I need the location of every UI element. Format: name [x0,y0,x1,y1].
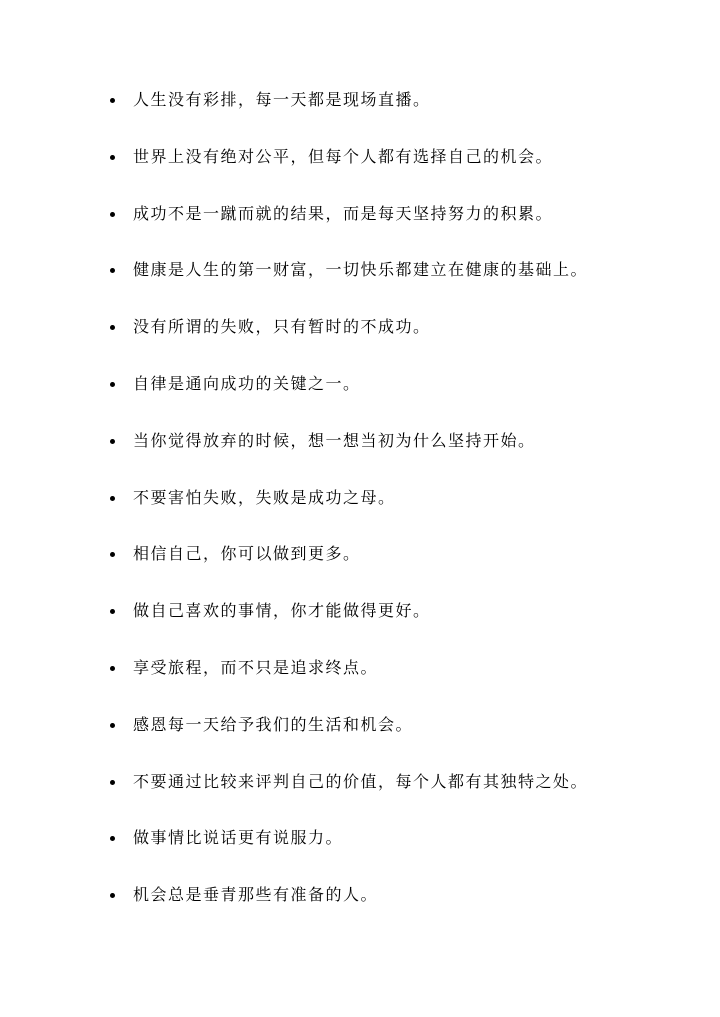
list-item [107,540,667,597]
bullet-icon [110,382,115,387]
list-item-text: 享受旅程，而不只是追求终点。 [133,657,379,677]
quote-list [107,86,667,938]
bullet-icon [110,780,115,785]
list-item [107,484,667,541]
list-item-text: 感恩每一天给予我们的生活和机会。 [133,714,414,734]
list-item-text: 相信自己，你可以做到更多。 [133,544,361,564]
list-item [107,427,667,484]
bullet-icon [110,325,115,330]
bullet-icon [110,439,115,444]
list-item-text: 做事情比说话更有说服力。 [133,828,344,848]
list-item [107,200,667,257]
bullet-icon [110,723,115,728]
bullet-icon [110,609,115,614]
list-item [107,597,667,654]
list-item [107,768,667,825]
list-item-text: 成功不是一蹴而就的结果，而是每天坚持努力的积累。 [133,203,554,223]
list-item [107,881,667,938]
list-item [107,370,667,427]
bullet-icon [110,836,115,841]
bullet-icon [110,98,115,103]
bullet-icon [110,666,115,671]
list-item-text: 做自己喜欢的事情，你才能做得更好。 [133,601,431,621]
list-item [107,86,667,143]
list-item-text: 没有所谓的失败，只有暂时的不成功。 [133,317,431,337]
list-item [107,256,667,313]
bullet-icon [110,552,115,557]
list-item-text: 人生没有彩排，每一天都是现场直播。 [133,90,431,109]
list-item-text: 健康是人生的第一财富，一切快乐都建立在健康的基础上。 [133,260,589,280]
bullet-icon [110,268,115,273]
list-item-text: 不要通过比较来评判自己的价值，每个人都有其独特之处。 [133,771,589,791]
list-item [107,711,667,768]
bullet-icon [110,155,115,160]
bullet-icon [110,496,115,501]
list-item [107,824,667,881]
list-item [107,313,667,370]
list-item-text: 世界上没有绝对公平，但每个人都有选择自己的机会。 [133,146,554,166]
list-item-text: 不要害怕失败，失败是成功之母。 [133,487,396,507]
list-item [107,654,667,711]
list-item-text: 自律是通向成功的关键之一。 [133,373,361,393]
list-item-text: 当你觉得放弃的时候，想一想当初为什么坚持开始。 [133,430,536,450]
list-item-text: 机会总是垂青那些有准备的人。 [133,885,379,905]
bullet-icon [110,212,115,217]
bullet-icon [110,893,115,898]
list-item [107,143,667,200]
